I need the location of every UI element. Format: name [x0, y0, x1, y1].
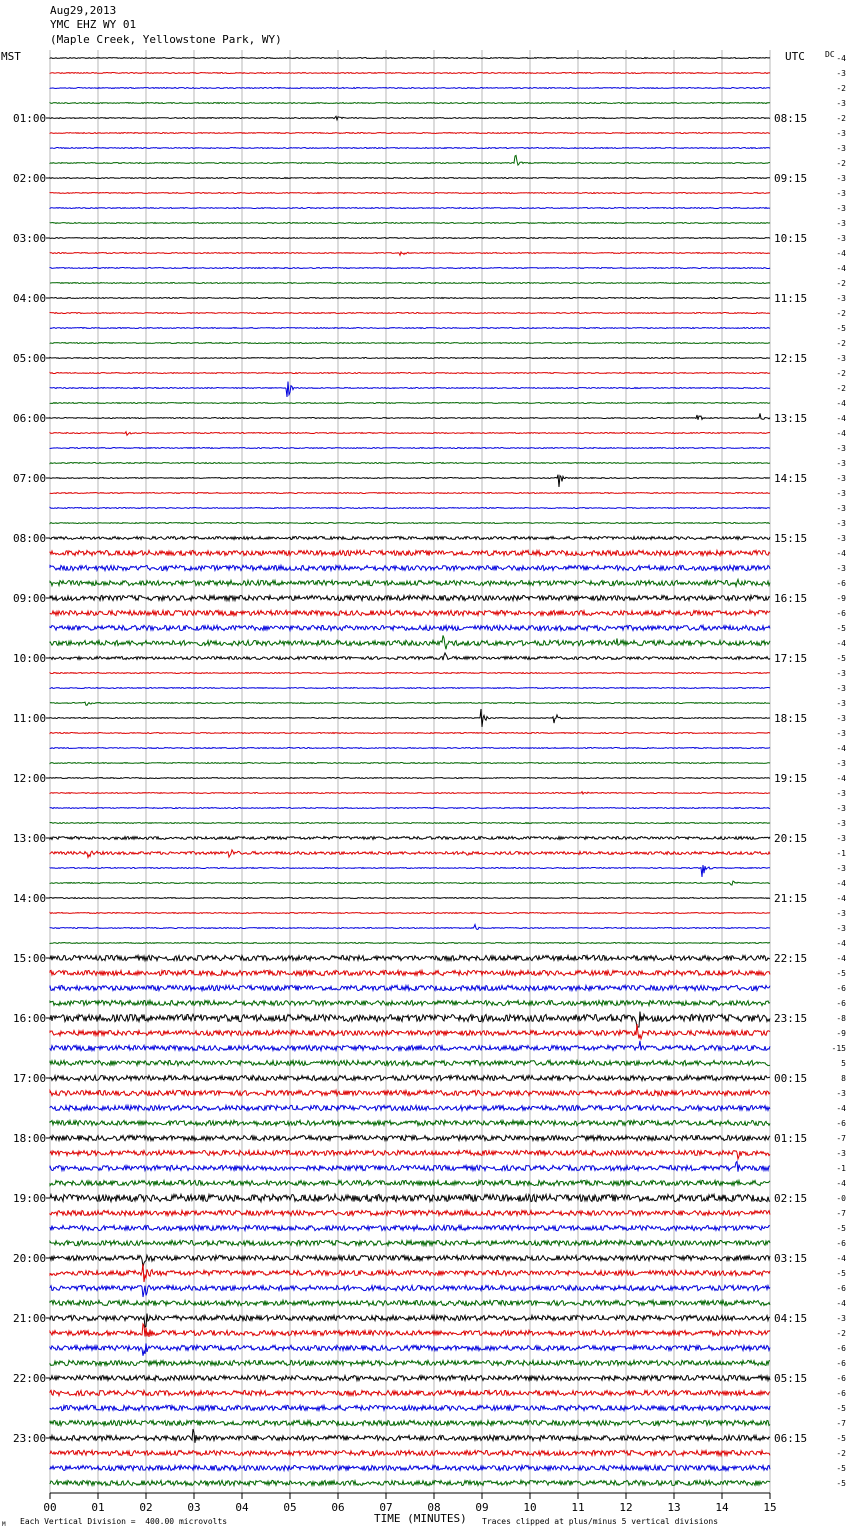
x-tick-label: 04: [235, 1501, 249, 1514]
trace-72: [50, 1135, 770, 1140]
trace-3: [50, 103, 770, 104]
right-timezone-label: UTC: [785, 50, 805, 63]
dc-offset-label: -4: [836, 879, 846, 888]
x-tick-label: 14: [715, 1501, 729, 1514]
x-tick-label: 07: [379, 1501, 393, 1514]
dc-offset-label: -4: [836, 414, 846, 423]
dc-offset-label: -6: [836, 1374, 846, 1383]
dc-offset-label: -3: [836, 174, 846, 183]
minute-gridlines: [50, 50, 770, 1493]
corner-mark: M: [2, 1521, 6, 1528]
mst-hour-label: 15:00: [13, 952, 47, 965]
dc-offset-label: -6: [836, 579, 846, 588]
trace-13: [50, 252, 770, 255]
utc-hour-label: 06:15: [774, 1432, 808, 1445]
dc-offset-label: -3: [836, 924, 846, 933]
dc-offset-label: -5: [836, 1224, 846, 1233]
utc-hour-label: 11:15: [774, 292, 808, 305]
dc-offset-label: -6: [836, 999, 846, 1008]
seismic-traces: [50, 58, 770, 1486]
dc-offset-label: -5: [836, 1269, 846, 1278]
trace-50: [50, 808, 770, 809]
trace-90: [50, 1405, 770, 1410]
dc-offset-label: -4: [836, 774, 846, 783]
trace-83: [50, 1300, 770, 1305]
utc-hour-label: 05:15: [774, 1372, 808, 1385]
dc-offset-label: -8: [836, 1014, 846, 1023]
trace-9: [50, 193, 770, 194]
dc-offset-label: -3: [836, 804, 846, 813]
dc-offset-label: -15: [831, 1044, 846, 1053]
trace-85: [50, 1324, 770, 1337]
mst-hour-label: 08:00: [13, 532, 47, 545]
utc-hour-label: 14:15: [774, 472, 808, 485]
dc-offset-label: -3: [836, 69, 846, 78]
trace-78: [50, 1225, 770, 1230]
trace-93: [50, 1450, 770, 1455]
dc-offset-label: -3: [836, 144, 846, 153]
trace-25: [50, 432, 770, 436]
mst-hour-label: 13:00: [13, 832, 47, 845]
trace-35: [50, 579, 770, 586]
dc-offset-label: -3: [836, 474, 846, 483]
trace-24: [50, 413, 770, 419]
trace-47: [50, 763, 770, 764]
dc-offset-label: -4: [836, 939, 846, 948]
trace-30: [50, 508, 770, 509]
header-date: Aug29,2013: [50, 4, 117, 17]
dc-offset-label: -4: [836, 249, 846, 258]
trace-8: [50, 178, 770, 179]
trace-63: [50, 1000, 770, 1005]
dc-offset-label: -3: [836, 519, 846, 528]
trace-14: [50, 268, 770, 269]
x-tick-label: 13: [667, 1501, 681, 1514]
utc-hour-label: 08:15: [774, 112, 808, 125]
trace-22: [50, 382, 770, 398]
dc-offset-label: -4: [836, 549, 846, 558]
trace-7: [50, 155, 770, 165]
dc-offset-label: -4: [836, 264, 846, 273]
left-timezone-label: MST: [1, 50, 21, 63]
trace-18: [50, 328, 770, 329]
utc-hour-label: 09:15: [774, 172, 808, 185]
trace-89: [50, 1390, 770, 1395]
dc-offset-label: -2: [836, 1449, 846, 1458]
utc-hour-label: 01:15: [774, 1132, 808, 1145]
dc-offset-label: -4: [836, 1299, 846, 1308]
trace-70: [50, 1105, 770, 1110]
dc-offset-label: -5: [836, 1479, 846, 1488]
utc-hour-label: 21:15: [774, 892, 808, 905]
trace-71: [50, 1120, 770, 1125]
dc-offset-label: -4: [836, 1179, 846, 1188]
dc-offset-label: -5: [836, 969, 846, 978]
trace-64: [50, 1012, 770, 1028]
mst-hour-label: 10:00: [13, 652, 47, 665]
trace-19: [50, 343, 770, 344]
x-tick-label: 01: [91, 1501, 105, 1514]
trace-59: [50, 943, 770, 944]
dc-offset-label: -3: [836, 864, 846, 873]
mst-hour-label: 09:00: [13, 592, 47, 605]
x-tick-label: 06: [331, 1501, 345, 1514]
trace-33: [50, 550, 770, 555]
dc-offset-label: -6: [836, 1119, 846, 1128]
x-tick-label: 11: [571, 1501, 585, 1514]
dc-offset-label: -3: [836, 504, 846, 513]
trace-95: [50, 1480, 770, 1485]
dc-offset-label: -6: [836, 1239, 846, 1248]
trace-49: [50, 792, 770, 794]
dc-offset-label: -2: [836, 279, 846, 288]
dc-offset-label: -3: [836, 729, 846, 738]
trace-39: [50, 635, 770, 649]
dc-offset-label: -5: [836, 624, 846, 633]
utc-hour-label: 22:15: [774, 952, 808, 965]
dc-offset-label: -4: [836, 954, 846, 963]
x-tick-label: 05: [283, 1501, 297, 1514]
dc-offset-label: -2: [836, 159, 846, 168]
dc-offset-label: -3: [836, 534, 846, 543]
dc-offset-label: -3: [836, 564, 846, 573]
dc-offset-label: -4: [836, 639, 846, 648]
trace-1: [50, 73, 770, 74]
dc-offset-label: -4: [836, 1104, 846, 1113]
mst-hour-label: 06:00: [13, 412, 47, 425]
trace-74: [50, 1162, 770, 1172]
x-tick-label: 08: [427, 1501, 441, 1514]
mst-hour-label: 21:00: [13, 1312, 47, 1325]
dc-offset-label: -2: [836, 309, 846, 318]
dc-offset-label: -3: [836, 789, 846, 798]
trace-37: [50, 610, 770, 615]
dc-offset-label: -6: [836, 609, 846, 618]
trace-5: [50, 133, 770, 134]
mst-hour-label: 05:00: [13, 352, 47, 365]
trace-38: [50, 625, 770, 630]
footer-scale-note: Each Vertical Division = 400.00 microvolts: [20, 1517, 228, 1526]
mst-hour-label: 11:00: [13, 712, 47, 725]
trace-66: [50, 1041, 770, 1051]
trace-11: [50, 223, 770, 224]
dc-label: DC: [825, 50, 835, 59]
trace-26: [50, 448, 770, 449]
trace-6: [50, 148, 770, 149]
trace-32: [50, 537, 770, 540]
trace-42: [50, 688, 770, 689]
trace-94: [50, 1465, 770, 1470]
utc-hour-label: 04:15: [774, 1312, 808, 1325]
dc-offset-label: -3: [836, 684, 846, 693]
utc-hour-label: 13:15: [774, 412, 808, 425]
trace-53: [50, 850, 770, 858]
x-tick-label: 03: [187, 1501, 201, 1514]
dc-offset-label: -4: [836, 1254, 846, 1263]
dc-offset-label: -3: [836, 459, 846, 468]
dc-offset-label: -5: [836, 1404, 846, 1413]
dc-offset-label: -7: [836, 1209, 846, 1218]
dc-offset-label: -3: [836, 444, 846, 453]
trace-16: [50, 298, 770, 299]
utc-hour-label: 18:15: [774, 712, 808, 725]
trace-92: [50, 1429, 770, 1443]
dc-offset-label: -5: [836, 654, 846, 663]
dc-offset-label: -3: [836, 294, 846, 303]
dc-offset-label: -2: [836, 384, 846, 393]
dc-offset-label: -9: [836, 1029, 846, 1038]
mst-hour-label: 23:00: [13, 1432, 47, 1445]
x-tick-label: 15: [763, 1501, 777, 1514]
dc-offset-label: -7: [836, 1419, 846, 1428]
utc-hour-label: 12:15: [774, 352, 808, 365]
x-tick-label: 10: [523, 1501, 537, 1514]
dc-offset-label: -4: [836, 54, 846, 63]
trace-60: [50, 955, 770, 960]
trace-80: [50, 1255, 770, 1267]
dc-offset-label: -5: [836, 1434, 846, 1443]
trace-73: [50, 1150, 770, 1159]
utc-hour-label: 03:15: [774, 1252, 808, 1265]
trace-45: [50, 733, 770, 734]
dc-offset-label: -2: [836, 84, 846, 93]
trace-10: [50, 208, 770, 209]
dc-offset-label: -4: [836, 399, 846, 408]
trace-43: [50, 702, 770, 705]
trace-55: [50, 881, 770, 885]
x-tick-label: 00: [43, 1501, 57, 1514]
utc-hour-label: 20:15: [774, 832, 808, 845]
x-tick-label: 02: [139, 1501, 153, 1514]
dc-offset-labels: [832, 54, 847, 1488]
dc-offset-label: -2: [836, 339, 846, 348]
trace-88: [50, 1375, 770, 1380]
dc-offset-label: -5: [836, 1464, 846, 1473]
trace-87: [50, 1360, 770, 1365]
dc-offset-label: -2: [836, 114, 846, 123]
mst-hour-label: 02:00: [13, 172, 47, 185]
dc-offset-label: -3: [836, 354, 846, 363]
dc-offset-label: -7: [836, 1134, 846, 1143]
dc-offset-label: -3: [836, 1089, 846, 1098]
dc-offset-label: -3: [836, 204, 846, 213]
trace-56: [50, 898, 770, 899]
utc-hour-label: 10:15: [774, 232, 808, 245]
dc-offset-label: -3: [836, 759, 846, 768]
dc-offset-label: -4: [836, 429, 846, 438]
trace-82: [50, 1285, 770, 1297]
trace-58: [50, 925, 770, 930]
header-location: (Maple Creek, Yellowstone Park, WY): [50, 33, 282, 46]
trace-54: [50, 865, 770, 877]
trace-48: [50, 778, 770, 779]
x-tick-label: 09: [475, 1501, 489, 1514]
mst-hour-label: 03:00: [13, 232, 47, 245]
trace-46: [50, 748, 770, 749]
trace-31: [50, 523, 770, 524]
dc-offset-label: -3: [836, 669, 846, 678]
trace-51: [50, 823, 770, 824]
trace-21: [50, 373, 770, 374]
mst-hour-label: 12:00: [13, 772, 47, 785]
trace-65: [50, 1024, 770, 1039]
mst-hour-label: 18:00: [13, 1132, 47, 1145]
utc-hour-label: 23:15: [774, 1012, 808, 1025]
trace-91: [50, 1420, 770, 1425]
trace-44: [50, 709, 770, 727]
dc-offset-label: -2: [836, 369, 846, 378]
trace-17: [50, 313, 770, 314]
mst-hour-label: 07:00: [13, 472, 47, 485]
trace-4: [50, 116, 770, 119]
utc-hour-label: 00:15: [774, 1072, 808, 1085]
mst-hour-label: 16:00: [13, 1012, 47, 1025]
trace-36: [50, 595, 770, 600]
dc-offset-label: -1: [836, 849, 846, 858]
x-axis-title: TIME (MINUTES): [374, 1512, 467, 1525]
dc-offset-label: -3: [836, 129, 846, 138]
dc-offset-label: -3: [836, 219, 846, 228]
x-tick-label: 12: [619, 1501, 633, 1514]
dc-offset-label: -3: [836, 714, 846, 723]
trace-69: [50, 1090, 770, 1095]
utc-hour-labels: [774, 112, 807, 1445]
mst-hour-label: 20:00: [13, 1252, 47, 1265]
trace-41: [50, 673, 770, 674]
dc-offset-label: -3: [836, 1149, 846, 1158]
dc-offset-label: -3: [836, 819, 846, 828]
trace-20: [50, 358, 770, 359]
dc-offset-label: -3: [836, 99, 846, 108]
x-axis-ticks: [43, 1493, 776, 1514]
mst-hour-labels: [13, 112, 50, 1445]
dc-offset-label: -3: [836, 489, 846, 498]
trace-61: [50, 970, 770, 975]
trace-29: [50, 493, 770, 494]
mst-hour-label: 19:00: [13, 1192, 47, 1205]
utc-hour-label: 16:15: [774, 592, 808, 605]
utc-hour-label: 19:15: [774, 772, 808, 785]
dc-offset-label: -4: [836, 894, 846, 903]
dc-offset-label: -6: [836, 1389, 846, 1398]
mst-hour-label: 22:00: [13, 1372, 47, 1385]
trace-79: [50, 1240, 770, 1245]
trace-2: [50, 88, 770, 89]
dc-offset-label: -0: [836, 1194, 846, 1203]
trace-40: [50, 653, 770, 660]
dc-offset-label: -6: [836, 1344, 846, 1353]
trace-34: [50, 565, 770, 570]
trace-86: [50, 1343, 770, 1355]
trace-0: [50, 58, 770, 59]
dc-offset-label: -6: [836, 1284, 846, 1293]
utc-hour-label: 17:15: [774, 652, 808, 665]
dc-offset-label: -3: [836, 699, 846, 708]
trace-62: [50, 985, 770, 990]
trace-68: [50, 1075, 770, 1080]
trace-75: [50, 1180, 770, 1185]
trace-77: [50, 1210, 770, 1215]
utc-hour-label: 02:15: [774, 1192, 808, 1205]
dc-offset-label: -2: [836, 1329, 846, 1338]
dc-offset-label: -1: [836, 1164, 846, 1173]
dc-offset-label: -3: [836, 189, 846, 198]
trace-67: [50, 1060, 770, 1065]
dc-offset-label: 8: [841, 1074, 846, 1083]
dc-offset-label: -3: [836, 834, 846, 843]
trace-76: [50, 1194, 770, 1201]
dc-offset-label: -3: [836, 1314, 846, 1323]
trace-81: [50, 1264, 770, 1282]
trace-84: [50, 1314, 770, 1327]
utc-hour-label: 15:15: [774, 532, 808, 545]
dc-offset-label: -5: [836, 324, 846, 333]
dc-offset-label: -3: [836, 909, 846, 918]
dc-offset-label: -4: [836, 744, 846, 753]
dc-offset-label: -6: [836, 984, 846, 993]
trace-15: [50, 283, 770, 284]
mst-hour-label: 14:00: [13, 892, 47, 905]
mst-hour-label: 17:00: [13, 1072, 47, 1085]
dc-offset-label: -9: [836, 594, 846, 603]
trace-57: [50, 913, 770, 914]
dc-offset-label: -6: [836, 1359, 846, 1368]
dc-offset-label: 5: [841, 1059, 846, 1068]
trace-27: [50, 463, 770, 464]
mst-hour-label: 04:00: [13, 292, 47, 305]
trace-28: [50, 475, 770, 487]
footer-clip-note: Traces clipped at plus/minus 5 vertical divisions: [482, 1517, 719, 1526]
trace-52: [50, 837, 770, 840]
trace-12: [50, 238, 770, 239]
trace-23: [50, 403, 770, 404]
header-station: YMC EHZ WY 01: [50, 18, 137, 31]
dc-offset-label: -3: [836, 234, 846, 243]
mst-hour-label: 01:00: [13, 112, 47, 125]
